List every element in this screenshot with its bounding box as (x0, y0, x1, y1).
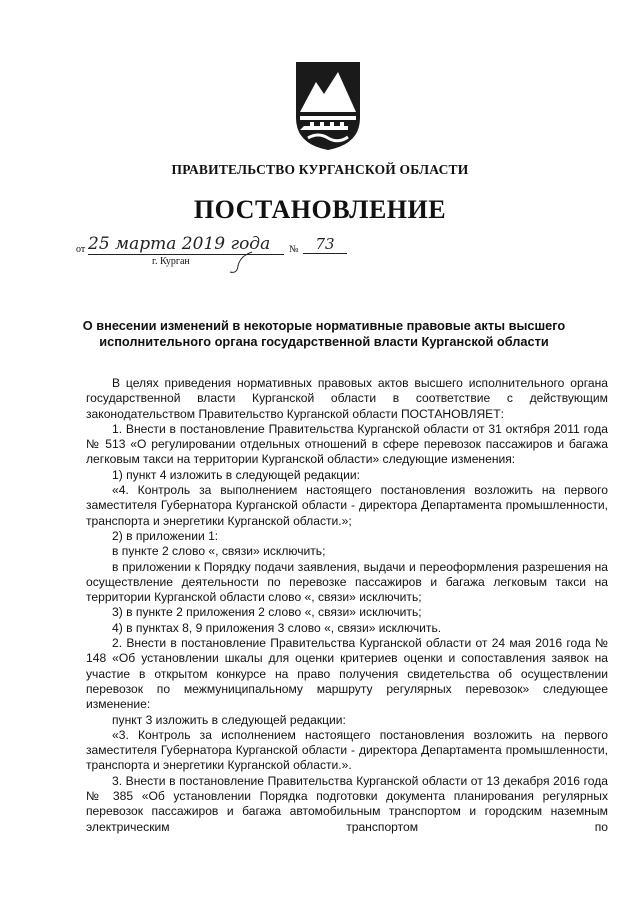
body-paragraph: В целях приведения нормативных правовых актов высшего исполнительного органа государственной власти Курганской области в соответствие с действующим законодательством Правительство Курганской области ПОСТАНОВЛЯЕТ: (86, 376, 608, 421)
document-date: 25 марта 2019 года (88, 234, 284, 255)
document-title: О внесении изменений в некоторые нормативные правовые акты высшего исполнительного органа государственной власти Курганской области (82, 318, 566, 349)
body-paragraph: 2. Внести в постановление Правительства Курганской области от 24 мая 2016 года № 148 «Об установлении шкалы для оценки критериев оценки и сопоставления заявок на участие в открытом конкурсе на право получения свидетельства об осуществлении перевозок по межмуниципальному маршруту регулярных перевозок» следующее изменение: (86, 636, 608, 712)
body-paragraph: 1. Внести в постановление Правительства Курганской области от 31 октября 2011 года № 513 «О регулировании отдельных отношений в сфере перевозок пассажиров и багажа легковым такси на территории Курганской области» следующие изменения: (86, 421, 608, 467)
body-paragraph: «3. Контроль за исполнением настоящего постановления возложить на первого заместителя Губернатора Курганской области - директора Департамента промышленности, транспорта и энергетики Курганской области.». (86, 727, 608, 773)
body-paragraph: 2) в приложении 1: (112, 528, 219, 543)
handwriting-stroke (226, 250, 256, 276)
city-name: г. Курган (152, 256, 190, 267)
date-number-line (76, 236, 376, 276)
body-paragraph: «4. Контроль за выполнением настоящего постановления возложить на первого заместителя Губернатора Курганской области - директора Департамента промышленности, транспорта и энергетики Курганской области.»; (86, 483, 608, 528)
body-paragraph: в пункте 2 слово «, связи» исключить; (112, 544, 326, 559)
document-type: ПОСТАНОВЛЕНИЕ (193, 195, 447, 224)
number-sign: № (289, 244, 299, 255)
document-number: 73 (303, 235, 347, 254)
body-paragraph: 3) в пункте 2 приложения 2 слово «, связи» исключить; (112, 605, 422, 620)
coat-of-arms-emblem (294, 60, 362, 152)
body-paragraph: в приложении к Порядку подачи заявления, выдачи и переоформления разрешения на осуществление деятельности по перевозке пассажиров и багажа легковым такси на территории Курганской области слово «, связи» исключить; (86, 559, 608, 605)
document-body (86, 376, 608, 835)
date-prefix: от (76, 244, 86, 255)
body-paragraph: 3. Внести в постановление Правительства Курганской области от 13 декабря 2016 года № 385 «Об установлении Порядка подготовки документа планирования регулярных перевозок пассажиров и багажа автомобильным транспортом и городским наземным электрическим транспортом по (86, 773, 608, 834)
body-paragraph: пункт 3 изложить в следующей редакции: (112, 712, 346, 727)
government-name: ПРАВИТЕЛЬСТВО КУРГАНСКОЙ ОБЛАСТИ (171, 162, 469, 177)
body-paragraph: 1) пункт 4 изложить в следующей редакции: (112, 467, 361, 482)
body-paragraph: 4) в пунктах 8, 9 приложения 3 слово «, связи» исключить. (112, 620, 442, 635)
